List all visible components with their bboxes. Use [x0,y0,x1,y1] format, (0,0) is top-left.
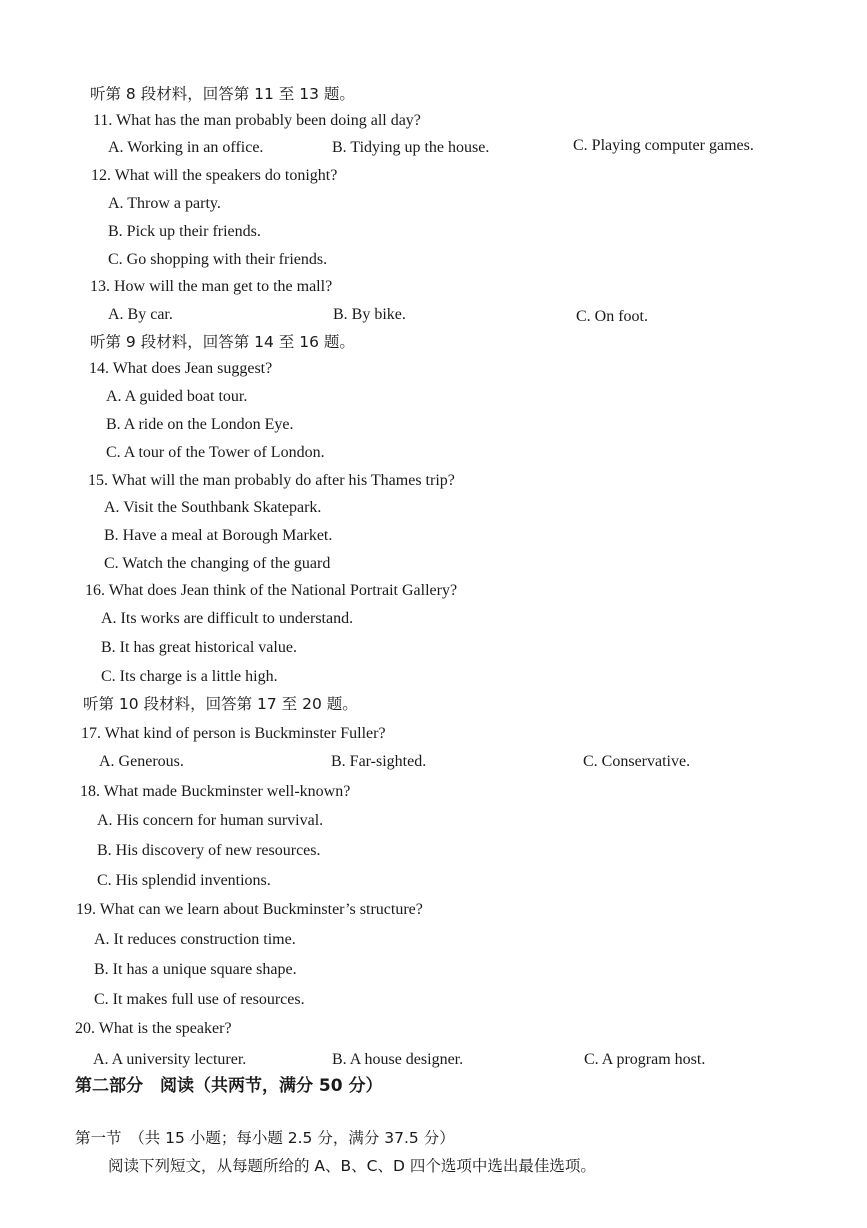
question-14-option-b: B. A ride on the London Eye. [106,416,294,433]
question-19-stem: 19. What can we learn about Buckminster’s structure? [76,901,423,918]
question-11-option-b: B. Tidying up the house. [332,139,490,156]
section-9-header: 听第 9 段材料，回答第 14 至 16 题。 [90,333,355,351]
question-13-stem: 13. How will the man get to the mall? [90,278,333,295]
question-20-option-b: B. A house designer. [332,1051,464,1068]
question-12-option-c: C. Go shopping with their friends. [108,251,328,268]
question-17-option-b: B. Far-sighted. [331,753,427,770]
question-15-stem: 15. What will the man probably do after his Thames trip? [88,472,455,489]
question-16-stem: 16. What does Jean think of the National Portrait Gallery? [85,582,458,599]
question-13-option-c: C. On foot. [576,308,648,325]
question-19-option-c: C. It makes full use of resources. [94,991,305,1008]
question-18-option-a: A. His concern for human survival. [97,812,324,829]
question-11-option-c: C. Playing computer games. [573,137,754,154]
section-10-header: 听第 10 段材料，回答第 17 至 20 题。 [83,695,358,713]
question-14-stem: 14. What does Jean suggest? [89,360,273,377]
question-18-stem: 18. What made Buckminster well-known? [80,783,351,800]
part-2-instruction: 阅读下列短文，从每题所给的 A、B、C、D 四个选项中选出最佳选项。 [108,1157,596,1175]
question-20-option-c: C. A program host. [584,1051,706,1068]
question-15-option-a: A. Visit the Southbank Skatepark. [104,499,322,516]
question-17-option-a: A. Generous. [99,753,184,770]
question-17-option-c: C. Conservative. [583,753,691,770]
part-2-title: 第二部分 阅读（共两节，满分 50 分） [75,1076,383,1096]
question-12-option-a: A. Throw a party. [108,195,221,212]
question-11-option-a: A. Working in an office. [108,139,264,156]
question-13-option-b: B. By bike. [333,306,406,323]
question-18-option-b: B. His discovery of new resources. [97,842,321,859]
question-12-option-b: B. Pick up their friends. [108,223,261,240]
question-15-option-c: C. Watch the changing of the guard [104,555,331,572]
question-17-stem: 17. What kind of person is Buckminster Fuller? [81,725,386,742]
question-14-option-a: A. A guided boat tour. [106,388,248,405]
question-19-option-a: A. It reduces construction time. [94,931,296,948]
question-16-option-b: B. It has great historical value. [101,639,297,656]
question-14-option-c: C. A tour of the Tower of London. [106,444,325,461]
question-15-option-b: B. Have a meal at Borough Market. [104,527,333,544]
question-16-option-a: A. Its works are difficult to understand. [101,610,354,627]
question-12-stem: 12. What will the speakers do tonight? [91,167,338,184]
question-19-option-b: B. It has a unique square shape. [94,961,297,978]
question-20-option-a: A. A university lecturer. [93,1051,247,1068]
question-16-option-c: C. Its charge is a little high. [101,668,278,685]
part-2-section-1-header: 第一节 （共 15 小题；每小题 2.5 分，满分 37.5 分） [75,1129,455,1147]
question-18-option-c: C. His splendid inventions. [97,872,271,889]
section-8-header: 听第 8 段材料，回答第 11 至 13 题。 [90,85,355,103]
question-20-stem: 20. What is the speaker? [75,1020,232,1037]
question-11-stem: 11. What has the man probably been doing all day? [93,112,421,129]
question-13-option-a: A. By car. [108,306,173,323]
